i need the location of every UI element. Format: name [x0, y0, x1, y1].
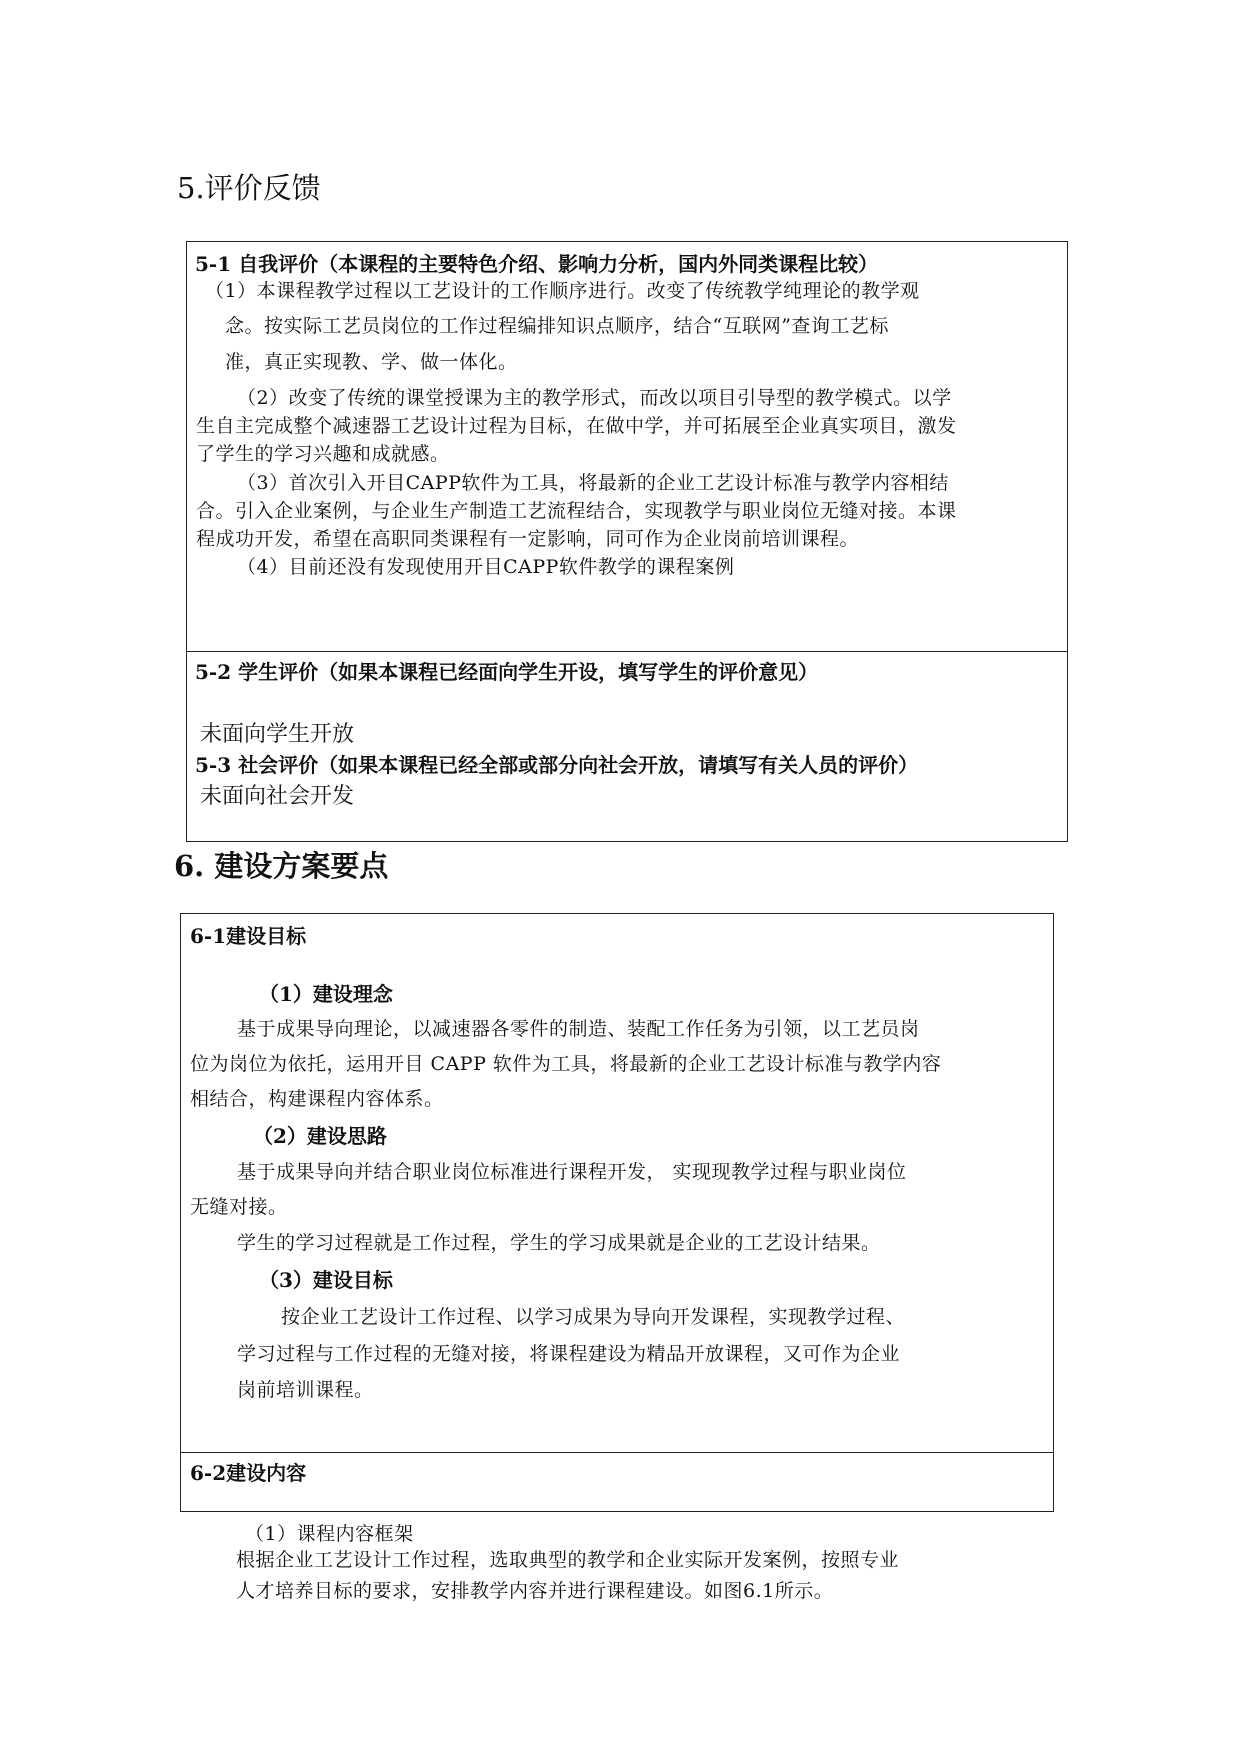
target-line: 岗前培训课程。: [237, 1379, 374, 1401]
content-framework-heading: （1）课程内容框架: [245, 1523, 414, 1545]
self-evaluation-label: 5-1 自我评价（本课程的主要特色介绍、影响力分析，国内外同类课程比较）: [195, 252, 879, 276]
construction-idea-heading: （2）建设思路: [253, 1124, 387, 1148]
self-eval-line: （2）改变了传统的课堂授课为主的教学形式，而改以项目引导型的教学模式。以学: [237, 387, 952, 409]
construction-goal-label: 6-1建设目标: [190, 924, 307, 948]
concept-line: 位为岗位为依托，运用开目 CAPP 软件为工具，将最新的企业工艺设计标准与教学内容: [190, 1053, 942, 1075]
self-eval-line: （4）目前还没有发现使用开目CAPP软件教学的课程案例: [237, 556, 735, 578]
self-eval-line: 程成功开发，希望在高职同类课程有一定影响，同可作为企业岗前培训课程。: [196, 528, 860, 550]
construction-plan-table: [180, 913, 1054, 1545]
row-divider: [187, 651, 1067, 652]
evaluation-table: [186, 241, 1068, 842]
self-eval-line: 了学生的学习兴趣和成就感。: [196, 443, 450, 465]
self-eval-line: （1）本课程教学过程以工艺设计的工作顺序进行。改变了传统教学纯理论的教学观: [205, 280, 920, 302]
section-5-heading: 5.评价反馈: [177, 171, 321, 205]
target-line: 按企业工艺设计工作过程、以学习成果为导向开发课程，实现教学过程、: [281, 1306, 906, 1328]
section-6-heading: 6. 建设方案要点: [174, 849, 389, 883]
student-evaluation-label: 5-2 学生评价（如果本课程已经面向学生开设，填写学生的评价意见）: [195, 660, 819, 684]
student-evaluation-text: 未面向学生开放: [200, 722, 355, 747]
self-eval-line: 合。引入企业案例，与企业生产制造工艺流程结合，实现教学与职业岗位无缝对接。本课: [196, 500, 957, 522]
idea-line: 学生的学习过程就是工作过程，学生的学习成果就是企业的工艺设计结果。: [237, 1232, 881, 1254]
target-line: 学习过程与工作过程的无缝对接，将课程建设为精品开放课程，又可作为企业: [237, 1343, 901, 1365]
construction-content-label: 6-2建设内容: [190, 1461, 307, 1485]
social-evaluation-label: 5-3 社会评价（如果本课程已经全部或部分向社会开放，请填写有关人员的评价）: [195, 753, 919, 777]
self-eval-line: （3）首次引入开目CAPP软件为工具，将最新的企业工艺设计标准与教学内容相结: [237, 472, 949, 494]
social-evaluation-text: 未面向社会开发: [200, 784, 355, 809]
content-line: 人才培养目标的要求，安排教学内容并进行课程建设。如图6.1所示。: [236, 1580, 834, 1602]
self-eval-line: 生自主完成整个减速器工艺设计过程为目标，在做中学，并可拓展至企业真实项目，激发: [196, 415, 957, 437]
construction-concept-heading: （1）建设理念: [259, 982, 393, 1006]
concept-line: 基于成果导向理论，以减速器各零件的制造、装配工作任务为引领，以工艺员岗: [237, 1018, 920, 1040]
concept-line: 相结合，构建课程内容体系。: [190, 1088, 444, 1110]
self-eval-line: 准，真正实现教、学、做一体化。: [225, 351, 518, 373]
content-line: 根据企业工艺设计工作过程，选取典型的教学和企业实际开发案例，按照专业: [236, 1549, 900, 1571]
row-divider: [181, 1452, 1053, 1453]
idea-line: 无缝对接。: [190, 1196, 288, 1218]
construction-target-heading: （3）建设目标: [259, 1268, 393, 1292]
self-eval-line: 念。按实际工艺员岗位的工作过程编排知识点顺序，结合“互联网”查询工艺标: [225, 315, 889, 337]
idea-line: 基于成果导向并结合职业岗位标准进行课程开发， 实现现教学过程与职业岗位: [237, 1161, 907, 1183]
